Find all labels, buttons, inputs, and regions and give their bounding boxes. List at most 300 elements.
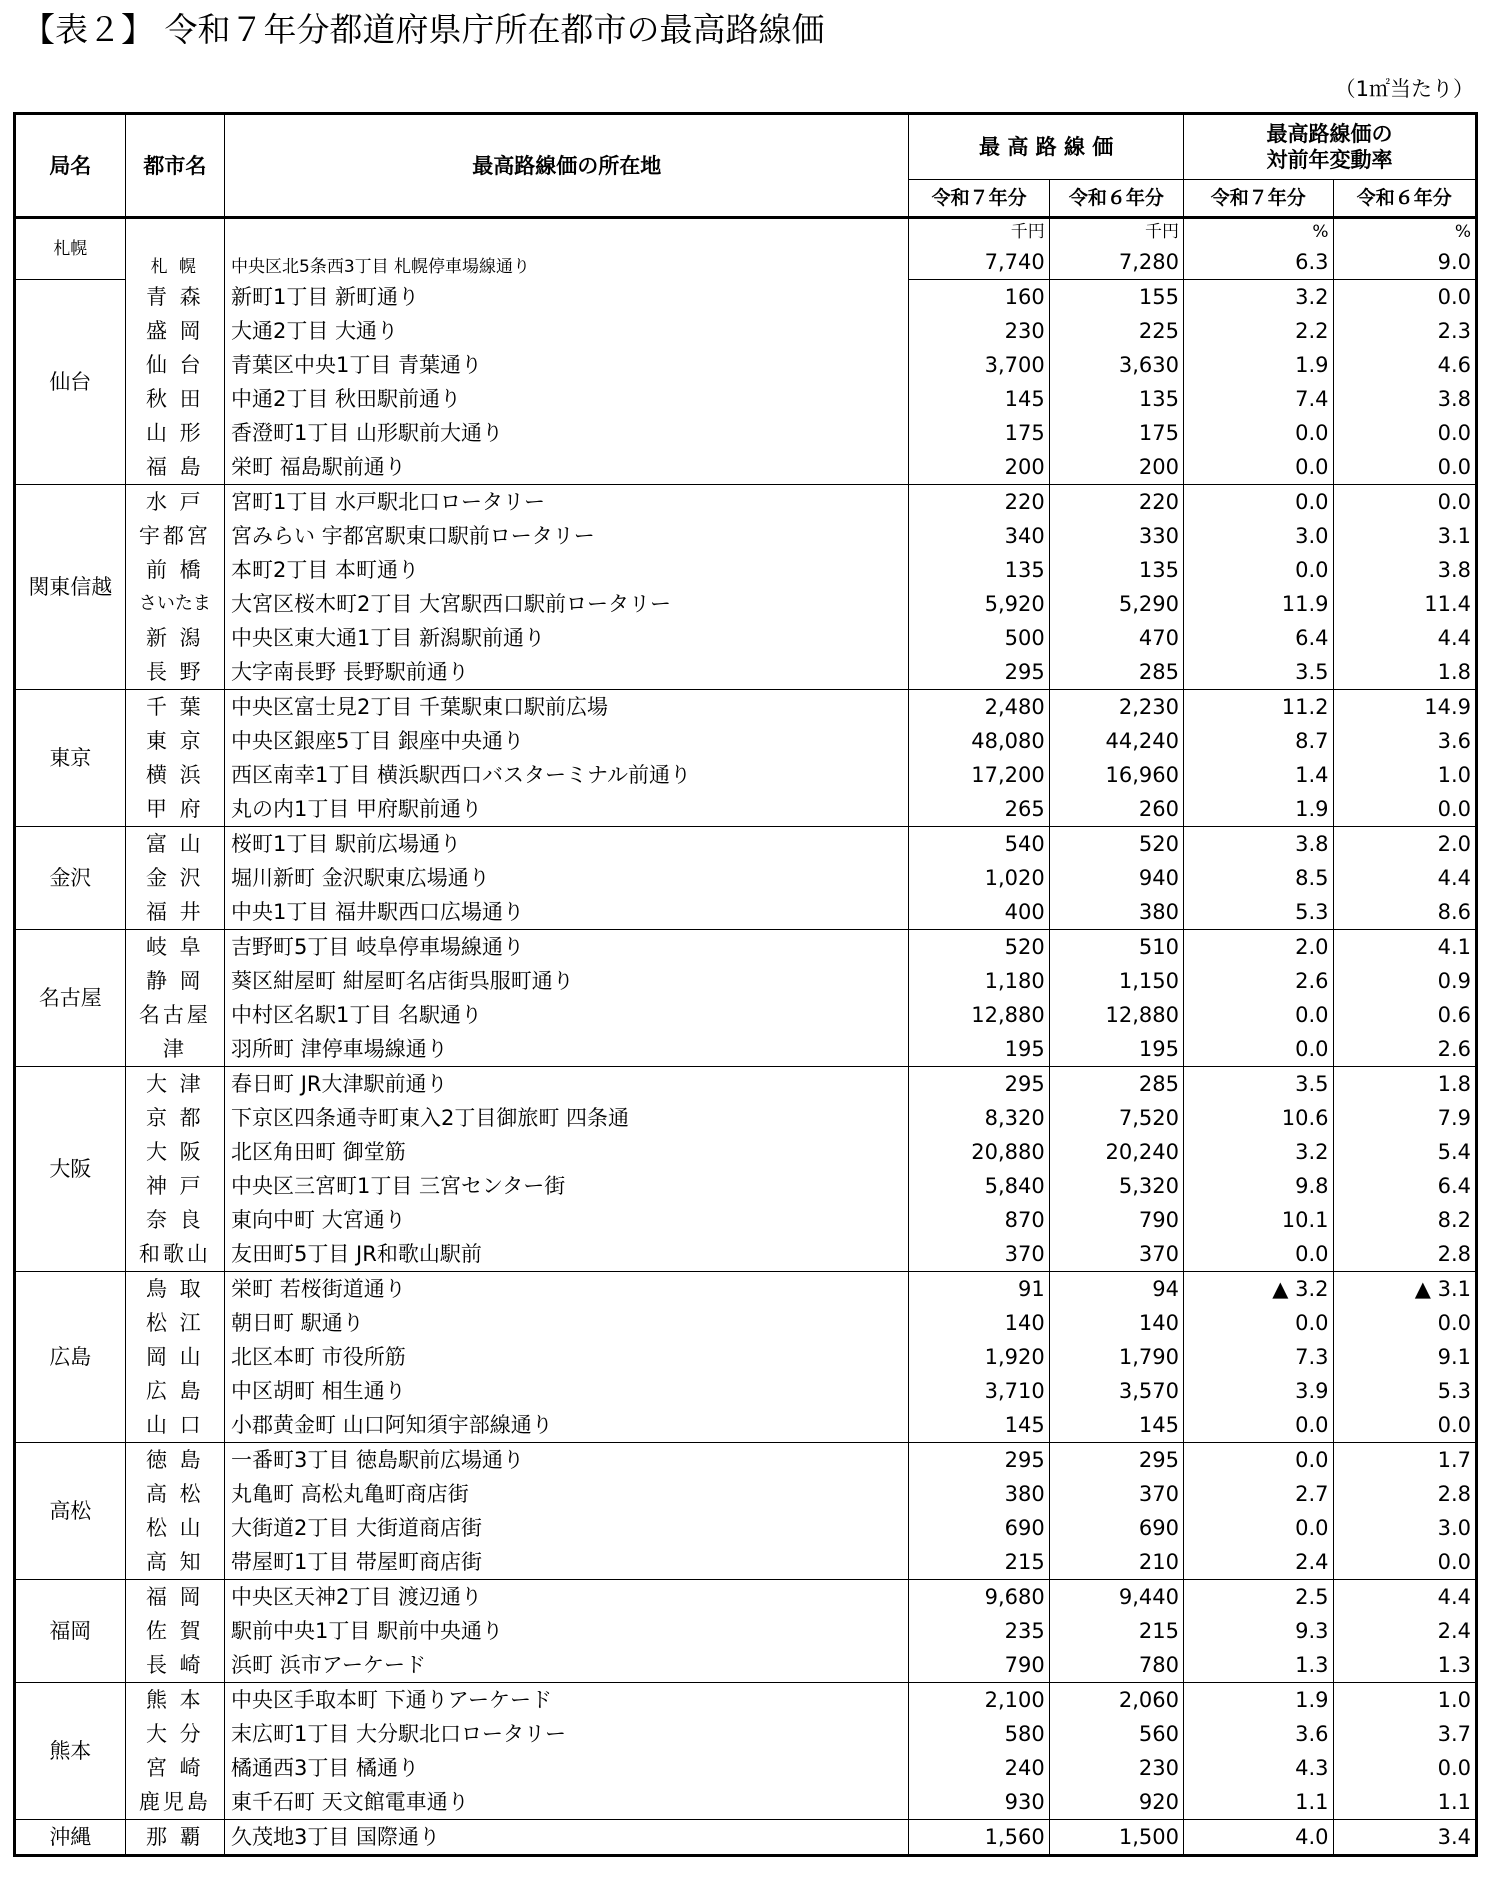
price-r6-cell: 215 [1049, 1614, 1183, 1648]
change-r6-cell: 4.1 [1437, 935, 1471, 959]
city-cell: 仙 台 [125, 348, 224, 382]
price-r7-cell: 1,180 [909, 964, 1049, 998]
bureau-cell: 関東信越 [15, 485, 126, 690]
change-r7-cell: 3.2 [1183, 1135, 1333, 1169]
price-r6-cell: 5,320 [1049, 1169, 1183, 1203]
price-r7-cell: 295 [909, 655, 1049, 690]
header-change-line2: 対前年変動率 [1266, 148, 1393, 172]
price-r7-cell: 2,100 [909, 1683, 1049, 1718]
change-r6-cell: 4.4 [1437, 626, 1471, 650]
bureau-cell: 広島 [15, 1272, 126, 1443]
change-r7-cell: 0.0 [1183, 1408, 1333, 1443]
change-r6-cell: 14.9 [1424, 695, 1471, 719]
change-r7-cell: 3.0 [1183, 519, 1333, 553]
city-cell: 那 覇 [125, 1820, 224, 1856]
change-r6-cell: 4.6 [1437, 353, 1471, 377]
change-r6-cell: 3.7 [1437, 1722, 1471, 1746]
location-cell: 桜町1丁目 駅前広場通り [225, 827, 909, 862]
price-r6-cell: 370 [1049, 1237, 1183, 1272]
change-r7-cell: 9.8 [1183, 1169, 1333, 1203]
unit-note: （1㎡当たり） [1334, 77, 1474, 101]
price-r7-cell: 7,740 [909, 245, 1049, 280]
table-row [15, 1408, 1477, 1443]
change-r6-cell: 0.0 [1333, 1545, 1476, 1580]
change-r6-cell: 0.9 [1437, 969, 1471, 993]
location-cell: 中央区銀座5丁目 銀座中央通り [225, 724, 909, 758]
location-cell: 中央区東大通1丁目 新潟駅前通り [225, 621, 909, 655]
table-header [15, 114, 1477, 218]
location-cell: 中区胡町 相生通り [225, 1374, 909, 1408]
price-r7-cell: 3,710 [909, 1374, 1049, 1408]
price-r7-cell: 690 [909, 1511, 1049, 1545]
city-cell: 広 島 [125, 1374, 224, 1408]
change-r6-cell: 1.1 [1333, 1785, 1476, 1820]
table-row [15, 1340, 1477, 1374]
table-row [15, 1032, 1477, 1067]
city-cell: 東 京 [125, 724, 224, 758]
price-r7-cell: 265 [909, 792, 1049, 827]
price-r7-cell: 580 [909, 1717, 1049, 1751]
location-cell: 東千石町 天文館電車通り [225, 1785, 909, 1820]
location-cell: 中央区手取本町 下通りアーケード [225, 1683, 909, 1718]
city-cell: 京 都 [125, 1101, 224, 1135]
price-r6-cell: 44,240 [1049, 724, 1183, 758]
table-row [15, 827, 1477, 862]
city-cell: 津 [125, 1032, 224, 1067]
location-cell: 羽所町 津停車場線通り [225, 1032, 909, 1067]
change-r7-cell: 3.5 [1183, 655, 1333, 690]
price-r7-cell: 790 [909, 1648, 1049, 1683]
price-r7-cell: 5,840 [909, 1169, 1049, 1203]
price-r7-cell: 140 [909, 1306, 1049, 1340]
location-cell: 宮町1丁目 水戸駅北口ロータリー [225, 485, 909, 520]
location-cell: 中央区北5条西3丁目 札幌停車場線通り [225, 218, 909, 280]
price-r6-cell: 16,960 [1049, 758, 1183, 792]
change-r6-cell: 0.0 [1437, 1311, 1471, 1335]
location-cell: 中通2丁目 秋田駅前通り [225, 382, 909, 416]
city-cell: 奈 良 [125, 1203, 224, 1237]
table-row [15, 1374, 1477, 1408]
location-cell: 香澄町1丁目 山形駅前大通り [225, 416, 909, 450]
city-cell: 福 島 [125, 450, 224, 485]
location-cell: 本町2丁目 本町通り [225, 553, 909, 587]
bureau-cell: 大阪 [15, 1067, 126, 1272]
location-cell: 宮みらい 宇都宮駅東口駅前ロータリー [225, 519, 909, 553]
price-r6-cell: 285 [1049, 1067, 1183, 1102]
unit-row [15, 218, 1477, 246]
table-row [15, 621, 1477, 655]
location-cell: 浜町 浜市アーケード [225, 1648, 909, 1683]
change-r7-cell: 2.4 [1183, 1545, 1333, 1580]
header-change-r7: 令和７年分 [1183, 180, 1333, 218]
city-cell: 富 山 [125, 827, 224, 862]
change-r7-cell: 4.0 [1183, 1820, 1333, 1856]
price-r7-cell: 1,560 [909, 1820, 1049, 1856]
price-r6-cell: 94 [1049, 1272, 1183, 1307]
price-r7-cell: 295 [909, 1067, 1049, 1102]
table-row [15, 519, 1477, 553]
price-r7-cell: 8,320 [909, 1101, 1049, 1135]
location-cell: 大街道2丁目 大街道商店街 [225, 1511, 909, 1545]
city-cell: 秋 田 [125, 382, 224, 416]
change-r7-cell: 8.7 [1183, 724, 1333, 758]
price-r6-cell: 135 [1049, 553, 1183, 587]
price-r6-cell: 220 [1049, 485, 1183, 520]
price-r6-cell: 195 [1049, 1032, 1183, 1067]
change-r6-cell: 0.0 [1333, 450, 1476, 485]
price-r6-cell: 140 [1049, 1306, 1183, 1340]
table-row [15, 1203, 1477, 1237]
location-cell: 新町1丁目 新町通り [225, 280, 909, 315]
price-r6-cell: 12,880 [1049, 998, 1183, 1032]
change-r6-cell: 2.6 [1333, 1032, 1476, 1067]
bureau-cell: 金沢 [15, 827, 126, 930]
header-city: 都市名 [125, 114, 224, 218]
change-r6-cell: 1.3 [1333, 1648, 1476, 1683]
table-row [15, 280, 1477, 315]
change-r6-cell: 11.4 [1424, 592, 1471, 616]
city-cell: さいたま [125, 587, 224, 621]
table-row [15, 1272, 1477, 1307]
change-r6-cell: 2.3 [1437, 319, 1471, 343]
location-cell: 栄町 福島駅前通り [225, 450, 909, 485]
city-cell: 徳 島 [125, 1443, 224, 1478]
price-r6-cell: 2,060 [1049, 1683, 1183, 1718]
table-row [15, 1067, 1477, 1102]
change-r6-cell: 0.0 [1333, 792, 1476, 827]
price-table-container [13, 112, 1478, 1857]
change-r6-cell: 5.3 [1437, 1379, 1471, 1403]
table-row [15, 895, 1477, 930]
change-r6-cell: 1.7 [1437, 1448, 1471, 1472]
table-row [15, 1169, 1477, 1203]
change-r6-cell: 0.0 [1437, 1756, 1471, 1780]
table-row [15, 382, 1477, 416]
price-r6-cell: 560 [1049, 1717, 1183, 1751]
location-cell: 下京区四条通寺町東入2丁目御旅町 四条通 [225, 1101, 909, 1135]
city-cell: 佐 賀 [125, 1614, 224, 1648]
change-r7-cell: 11.9 [1183, 587, 1333, 621]
table-row [15, 1580, 1477, 1615]
header-change-r6: 令和６年分 [1333, 180, 1476, 218]
price-r6-cell: 3,630 [1049, 348, 1183, 382]
change-r7-cell: 0.0 [1183, 1032, 1333, 1067]
price-r7-cell: 220 [909, 485, 1049, 520]
price-r6-cell: 155 [1049, 280, 1183, 315]
location-cell: 朝日町 駅通り [225, 1306, 909, 1340]
change-r6-cell: 9.0 [1333, 245, 1476, 280]
city-cell: 札 幌 [125, 218, 224, 280]
price-r7-cell: 930 [909, 1785, 1049, 1820]
location-cell: 堀川新町 金沢駅東広場通り [225, 861, 909, 895]
city-cell: 青 森 [125, 280, 224, 315]
change-r6-cell: 0.0 [1437, 490, 1471, 514]
price-r6-cell: 510 [1049, 930, 1183, 965]
change-r7-cell: 5.3 [1183, 895, 1333, 930]
table-row [15, 758, 1477, 792]
change-r6-cell: 1.8 [1333, 655, 1476, 690]
table-row [15, 690, 1477, 725]
header-change-group [1183, 114, 1476, 180]
header-price-r7: 令和７年分 [909, 180, 1049, 218]
table-row [15, 964, 1477, 998]
price-r6-cell: 330 [1049, 519, 1183, 553]
change-r7-cell: 1.9 [1183, 348, 1333, 382]
table-row [15, 1614, 1477, 1648]
table-row [15, 1477, 1477, 1511]
table-row [15, 1237, 1477, 1272]
city-cell: 鹿児島 [125, 1785, 224, 1820]
change-r7-cell: 0.0 [1183, 998, 1333, 1032]
price-r7-cell: 1,020 [909, 861, 1049, 895]
change-r7-cell: 10.1 [1183, 1203, 1333, 1237]
change-r7-cell: 1.3 [1183, 1648, 1333, 1683]
location-cell: 大字南長野 長野駅前通り [225, 655, 909, 690]
price-r7-cell: 340 [909, 519, 1049, 553]
price-r6-cell: 210 [1049, 1545, 1183, 1580]
change-r7-cell: 3.8 [1183, 827, 1333, 862]
change-r6-cell: ▲ 3.1 [1414, 1277, 1471, 1301]
table-row [15, 1306, 1477, 1340]
table-row [15, 450, 1477, 485]
price-r6-cell: 7,280 [1049, 245, 1183, 280]
price-r7-cell: 175 [909, 416, 1049, 450]
price-r6-cell: 285 [1049, 655, 1183, 690]
change-r6-cell: 0.0 [1437, 421, 1471, 445]
city-cell: 山 口 [125, 1408, 224, 1443]
location-cell: 中央1丁目 福井駅西口広場通り [225, 895, 909, 930]
location-cell: 西区南幸1丁目 横浜駅西口バスターミナル前通り [225, 758, 909, 792]
price-r6-cell: 370 [1049, 1477, 1183, 1511]
change-r7-cell: 1.9 [1183, 792, 1333, 827]
change-r7-cell: 0.0 [1183, 1306, 1333, 1340]
change-r6-cell: 3.1 [1437, 524, 1471, 548]
city-cell: 新 潟 [125, 621, 224, 655]
unit-rate-r7: % [1183, 218, 1333, 246]
table-row [15, 1135, 1477, 1169]
location-cell: 大通2丁目 大通り [225, 314, 909, 348]
location-cell: 駅前中央1丁目 駅前中央通り [225, 1614, 909, 1648]
price-r6-cell: 135 [1049, 382, 1183, 416]
city-cell: 大 分 [125, 1717, 224, 1751]
price-r7-cell: 195 [909, 1032, 1049, 1067]
location-cell: 大宮区桜木町2丁目 大宮駅西口駅前ロータリー [225, 587, 909, 621]
location-cell: 春日町 JR大津駅前通り [225, 1067, 909, 1102]
city-cell: 松 江 [125, 1306, 224, 1340]
price-r6-cell: 230 [1049, 1751, 1183, 1785]
change-r6-cell: 7.9 [1437, 1106, 1471, 1130]
change-r7-cell: 0.0 [1183, 416, 1333, 450]
change-r6-cell: 2.8 [1333, 1237, 1476, 1272]
change-r7-cell: 3.9 [1183, 1374, 1333, 1408]
location-cell: 北区角田町 御堂筋 [225, 1135, 909, 1169]
change-r6-cell: 0.0 [1333, 1408, 1476, 1443]
unit-price-r7: 千円 [909, 218, 1049, 246]
change-r7-cell: 2.2 [1183, 314, 1333, 348]
change-r7-cell: 10.6 [1183, 1101, 1333, 1135]
price-r7-cell: 91 [909, 1272, 1049, 1307]
table-row [15, 1648, 1477, 1683]
price-r6-cell: 5,290 [1049, 587, 1183, 621]
change-r6-cell: 1.8 [1437, 1072, 1471, 1096]
location-cell: 中村区名駅1丁目 名駅通り [225, 998, 909, 1032]
table-row [15, 1101, 1477, 1135]
price-r7-cell: 145 [909, 1408, 1049, 1443]
location-cell: 一番町3丁目 徳島駅前広場通り [225, 1443, 909, 1478]
change-r7-cell: 0.0 [1183, 553, 1333, 587]
price-r7-cell: 215 [909, 1545, 1049, 1580]
table-row [15, 587, 1477, 621]
change-r6-cell: 6.4 [1437, 1174, 1471, 1198]
change-r7-cell: 2.5 [1183, 1580, 1333, 1615]
city-cell: 岐 阜 [125, 930, 224, 965]
location-cell: 吉野町5丁目 岐阜停車場線通り [225, 930, 909, 965]
price-r6-cell: 260 [1049, 792, 1183, 827]
city-cell: 甲 府 [125, 792, 224, 827]
change-r6-cell: 1.0 [1437, 1688, 1471, 1712]
location-cell: 栄町 若桜街道通り [225, 1272, 909, 1307]
price-r6-cell: 780 [1049, 1648, 1183, 1683]
city-cell: 宮 崎 [125, 1751, 224, 1785]
price-r7-cell: 370 [909, 1237, 1049, 1272]
location-cell: 東向中町 大宮通り [225, 1203, 909, 1237]
table-row [15, 485, 1477, 520]
change-r7-cell: 3.6 [1183, 1717, 1333, 1751]
location-cell: 末広町1丁目 大分駅北口ロータリー [225, 1717, 909, 1751]
price-r7-cell: 9,680 [909, 1580, 1049, 1615]
change-r6-cell: 3.4 [1333, 1820, 1476, 1856]
change-r7-cell: 1.4 [1183, 758, 1333, 792]
change-r6-cell: 1.0 [1437, 763, 1471, 787]
page-title: 【表２】 令和７年分都道府県庁所在都市の最高路線価 [22, 10, 825, 49]
change-r7-cell: 11.2 [1183, 690, 1333, 725]
change-r7-cell: 2.7 [1183, 1477, 1333, 1511]
price-table [13, 112, 1478, 1857]
price-r7-cell: 380 [909, 1477, 1049, 1511]
price-r7-cell: 230 [909, 314, 1049, 348]
table-row [15, 1785, 1477, 1820]
header-location: 最高路線価の所在地 [225, 114, 909, 218]
price-r7-cell: 235 [909, 1614, 1049, 1648]
table-row [15, 416, 1477, 450]
city-cell: 鳥 取 [125, 1272, 224, 1307]
change-r7-cell: 3.5 [1183, 1067, 1333, 1102]
price-r6-cell: 940 [1049, 861, 1183, 895]
header-change-line1: 最高路線価の [1266, 122, 1393, 146]
price-r6-cell: 175 [1049, 416, 1183, 450]
city-cell: 水 戸 [125, 485, 224, 520]
city-cell: 千 葉 [125, 690, 224, 725]
city-cell: 横 浜 [125, 758, 224, 792]
city-cell: 神 戸 [125, 1169, 224, 1203]
price-r7-cell: 17,200 [909, 758, 1049, 792]
price-r6-cell: 3,570 [1049, 1374, 1183, 1408]
table-row [15, 348, 1477, 382]
city-cell: 名古屋 [125, 998, 224, 1032]
change-r7-cell: 1.1 [1183, 1785, 1333, 1820]
price-r6-cell: 470 [1049, 621, 1183, 655]
change-r6-cell: 8.2 [1437, 1208, 1471, 1232]
table-body [15, 218, 1477, 1856]
price-r7-cell: 3,700 [909, 348, 1049, 382]
price-r7-cell: 200 [909, 450, 1049, 485]
change-r7-cell: 8.5 [1183, 861, 1333, 895]
city-cell: 山 形 [125, 416, 224, 450]
price-r6-cell: 380 [1049, 895, 1183, 930]
change-r6-cell: 4.4 [1437, 1585, 1471, 1609]
bureau-cell: 仙台 [15, 280, 126, 485]
location-cell: 葵区紺屋町 紺屋町名店街呉服町通り [225, 964, 909, 998]
location-cell: 久茂地3丁目 国際通り [225, 1820, 909, 1856]
price-r7-cell: 20,880 [909, 1135, 1049, 1169]
price-r7-cell: 870 [909, 1203, 1049, 1237]
change-r7-cell: 1.9 [1183, 1683, 1333, 1718]
change-r7-cell: 2.6 [1183, 964, 1333, 998]
change-r6-cell: 5.4 [1437, 1140, 1471, 1164]
table-row [15, 1545, 1477, 1580]
price-r6-cell: 690 [1049, 1511, 1183, 1545]
price-r6-cell: 200 [1049, 450, 1183, 485]
price-r7-cell: 295 [909, 1443, 1049, 1478]
table-row [15, 314, 1477, 348]
price-r6-cell: 520 [1049, 827, 1183, 862]
price-r7-cell: 2,480 [909, 690, 1049, 725]
price-r7-cell: 540 [909, 827, 1049, 862]
location-cell: 友田町5丁目 JR和歌山駅前 [225, 1237, 909, 1272]
unit-rate-r6: % [1454, 222, 1471, 242]
location-cell: 中央区天神2丁目 渡辺通り [225, 1580, 909, 1615]
table-row [15, 1751, 1477, 1785]
table-row [15, 930, 1477, 965]
table-row [15, 861, 1477, 895]
bureau-cell: 名古屋 [15, 930, 126, 1067]
price-r7-cell: 145 [909, 382, 1049, 416]
change-r7-cell: 0.0 [1183, 485, 1333, 520]
price-r7-cell: 400 [909, 895, 1049, 930]
bureau-cell: 東京 [15, 690, 126, 827]
price-r7-cell: 520 [909, 930, 1049, 965]
change-r7-cell: 9.3 [1183, 1614, 1333, 1648]
change-r7-cell: 0.0 [1183, 1237, 1333, 1272]
change-r7-cell: 6.4 [1183, 621, 1333, 655]
city-cell: 長 崎 [125, 1648, 224, 1683]
table-row [15, 1511, 1477, 1545]
change-r6-cell: 3.6 [1437, 729, 1471, 753]
table-row [15, 553, 1477, 587]
price-r7-cell: 12,880 [909, 998, 1049, 1032]
change-r6-cell: 2.8 [1437, 1482, 1471, 1506]
location-cell: 丸亀町 高松丸亀町商店街 [225, 1477, 909, 1511]
bureau-cell: 福岡 [15, 1580, 126, 1683]
table-row [15, 1443, 1477, 1478]
table-row [15, 724, 1477, 758]
change-r6-cell: 2.0 [1437, 832, 1471, 856]
city-cell: 宇都宮 [125, 519, 224, 553]
change-r6-cell: 8.6 [1333, 895, 1476, 930]
city-cell: 熊 本 [125, 1683, 224, 1718]
change-r7-cell: 0.0 [1183, 450, 1333, 485]
change-r7-cell: 3.2 [1183, 280, 1333, 315]
change-r6-cell: 3.0 [1437, 1516, 1471, 1540]
change-r6-cell: 9.1 [1437, 1345, 1471, 1369]
change-r7-cell: 2.0 [1183, 930, 1333, 965]
location-cell: 橘通西3丁目 橘通り [225, 1751, 909, 1785]
location-cell: 小郡黄金町 山口阿知須宇部線通り [225, 1408, 909, 1443]
table-row [15, 1820, 1477, 1856]
change-r7-cell: ▲ 3.2 [1183, 1272, 1333, 1307]
price-r6-cell: 920 [1049, 1785, 1183, 1820]
price-r7-cell: 160 [909, 280, 1049, 315]
